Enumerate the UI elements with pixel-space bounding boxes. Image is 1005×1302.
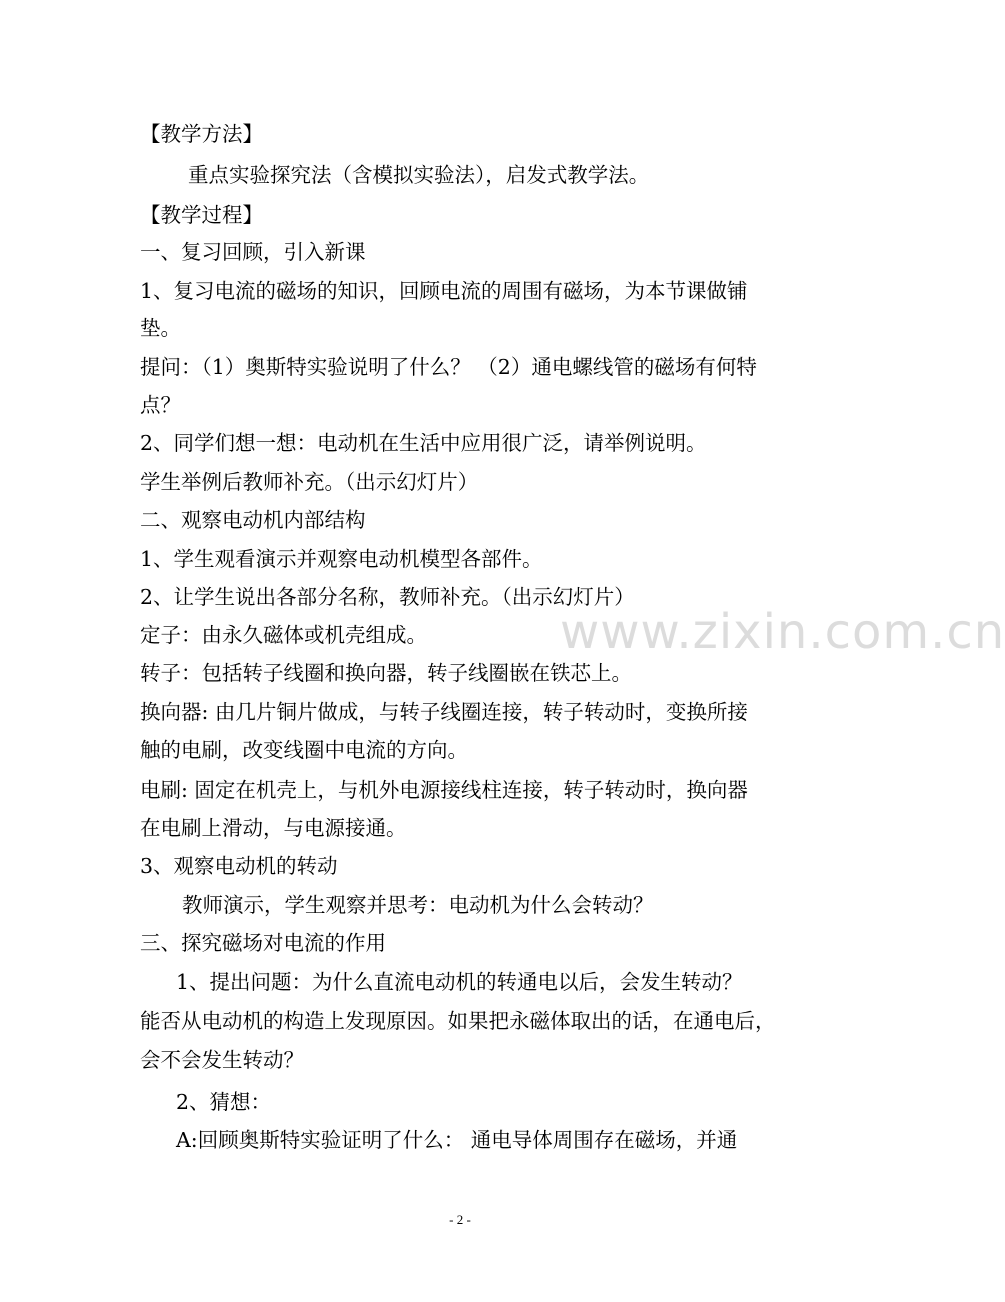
heading-teaching-method: 【教学方法】 [140,122,263,146]
paragraph-line: 垫。 [140,316,181,340]
paragraph-line: 提问：（1）奥斯特实验说明了什么？ （2）通电螺线管的磁场有何特 [140,355,757,379]
section-heading: 二、观察电动机内部结构 [140,508,366,532]
paragraph-line: 教师演示，学生观察并思考：电动机为什么会转动？ [182,893,654,917]
paragraph-line: 1、提出问题：为什么直流电动机的转通电以后，会发生转动？ [176,970,743,994]
page-number: - 2 - [449,1212,471,1227]
paragraph-line: 换向器: 由几片铜片做成，与转子线圈连接，转子转动时，变换所接 [140,700,748,724]
paragraph-line: 2、让学生说出各部分名称，教师补充。（出示幻灯片） [140,585,635,609]
section-heading: 三、探究磁场对电流的作用 [140,931,386,955]
section-heading: 一、复习回顾，引入新课 [140,240,366,264]
paragraph-line: 重点实验探究法（含模拟实验法），启发式教学法。 [188,163,650,187]
paragraph-line: 定子：由永久磁体或机壳组成。 [140,623,427,647]
paragraph-line: 3、观察电动机的转动 [140,854,338,878]
paragraph-line: 触的电刷，改变线圈中电流的方向。 [140,738,468,762]
paragraph-line: A:回顾奥斯特实验证明了什么： 通电导体周围存在磁场，并通 [176,1128,738,1152]
paragraph-line: 会不会发生转动？ [140,1048,304,1072]
paragraph-line: 2、猜想： [176,1090,272,1114]
paragraph-line: 转子：包括转子线圈和换向器，转子线圈嵌在铁芯上。 [140,661,632,685]
watermark: www.zixin.com.cn [560,604,1005,660]
heading-teaching-process: 【教学过程】 [140,203,263,227]
paragraph-line: 点？ [140,393,181,417]
paragraph-line: 学生举例后教师补充。（出示幻灯片） [140,470,479,494]
paragraph-line: 1、复习电流的磁场的知识，回顾电流的周围有磁场，为本节课做铺 [140,279,748,303]
paragraph-line: 2、同学们想一想：电动机在生活中应用很广泛，请举例说明。 [140,431,707,455]
paragraph-line: 能否从电动机的构造上发现原因。如果把永磁体取出的话，在通电后， [140,1009,776,1033]
paragraph-line: 电刷: 固定在机壳上，与机外电源接线柱连接，转子转动时，换向器 [140,778,748,802]
paragraph-line: 在电刷上滑动，与电源接通。 [140,816,407,840]
paragraph-line: 1、学生观看演示并观察电动机模型各部件。 [140,547,543,571]
